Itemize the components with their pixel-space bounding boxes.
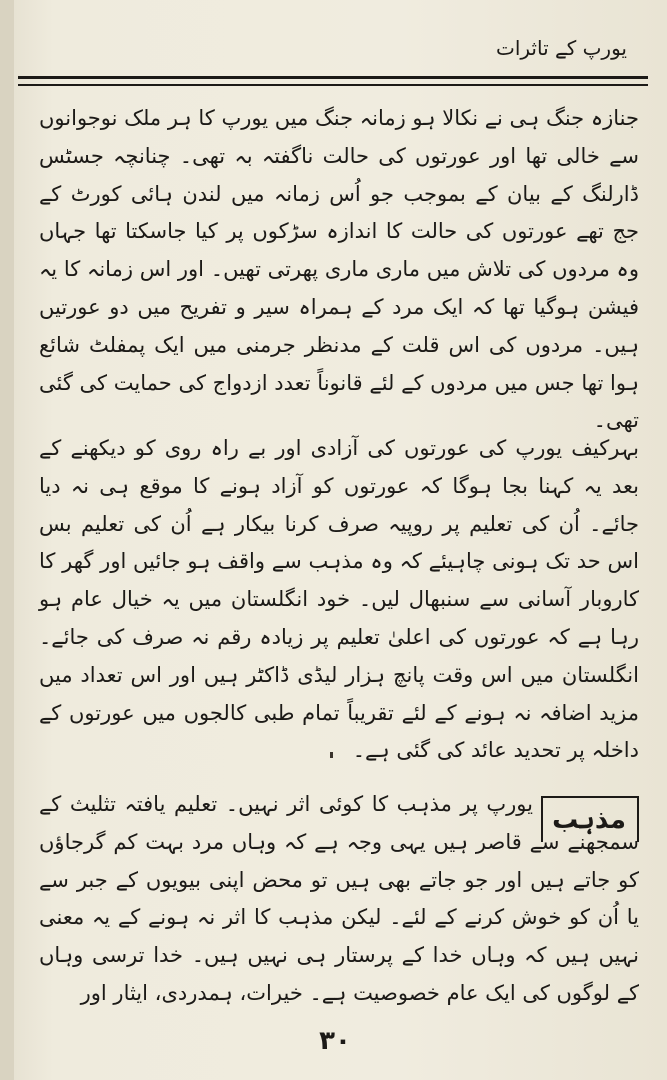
- page-gutter-shadow: [0, 0, 14, 1080]
- page-body: [39, 100, 639, 763]
- religion-section: [39, 786, 639, 1026]
- header-rule-thick: [18, 76, 648, 79]
- paragraph-2: بہرکیف یورپ کی عورتوں کی آزادی اور بے راہ روی کو دیکھنے کے بعد یہ کہنا بجا ہوگا کہ عورتوں کو آزاد ہونے کا موقع ہی نہ دیا جائے۔ اُن کی تعلیم پر روپیہ صرف کرنا بیکار ہے اُن کی تعلیم بس اس حد تک ہونی چاہیئے کہ وہ مذہب سے واقف ہو جائیں اور گھر کا کاروبار آسانی سے سنبھال لیں۔ خود انگلستان میں یہ خیال عام ہو رہا ہے کہ عورتوں کی اعلیٰ تعلیم پر زیادہ رقم نہ صرف کی جائے۔ انگلستان میں اس وقت پانچ ہزار لیڈی ڈاکٹر ہیں اور اس تعداد میں مزید اضافہ نہ ہونے کے لئے تقریباً تمام طبی کالجوں میں عورتوں کے داخلہ پر تحدید عائد کی گئی ہے۔: [39, 436, 639, 763]
- section-paragraph: یورپ پر مذہب کا کوئی اثر نہیں۔ تعلیم یافتہ تثلیث کے سمجھنے سے قاصر ہیں یہی وجہ ہے کہ وہاں مرد بہت کم گرجاؤں کو جاتے ہیں اور جو جاتے بھی ہیں تو محض اپنی بیویوں کے جبر سے یا اُن کو خوش کرنے کے لئے۔ لیکن مذہب کا اثر نہ ہونے کے یہ معنی نہیں ہیں کہ وہاں خدا کے پرستار ہی نہیں ہیں۔ خدا ترسی وہاں کے لوگوں کی ایک عام خصوصیت ہے۔ خیرات، ہمدردی، ایثار اور: [39, 792, 639, 1005]
- page-number: ۳۰: [319, 1026, 351, 1056]
- section-heading: مذہب: [552, 805, 626, 835]
- running-header-title: یورپ کے تاثرات: [496, 36, 627, 60]
- ink-speck: [330, 752, 333, 758]
- header-rule-thin: [18, 84, 648, 86]
- paragraph-1: جنازہ جنگ ہی نے نکالا ہو زمانہ جنگ میں یورپ کا ہر ملک نوجوانوں سے خالی تھا اور عورتوں کی حالت ناگفتہ بہ تھی۔ چنانچہ جسٹس ڈارلنگ کے بیان کے بموجب جو اُس زمانہ میں لندن ہائی کورٹ کے جج تھے عورتوں کی حالت کا اندازہ سڑکوں پر کیا جاسکتا تھا جہاں وہ مردوں کی تلاش میں ماری ماری پھرتی تھیں۔ اور اس زمانہ کا یہ فیشن ہوگیا تھا کہ ایک مرد کے ہمراہ سیر و تفریح میں دو عورتیں ہیں۔ مردوں کی اس قلت کے مدنظر جرمنی میں ایک پمفلٹ شائع ہوا تھا جس میں مردوں کے لئے قانوناً تعدد ازدواج کی حمایت کی گئی تھی۔: [39, 106, 639, 433]
